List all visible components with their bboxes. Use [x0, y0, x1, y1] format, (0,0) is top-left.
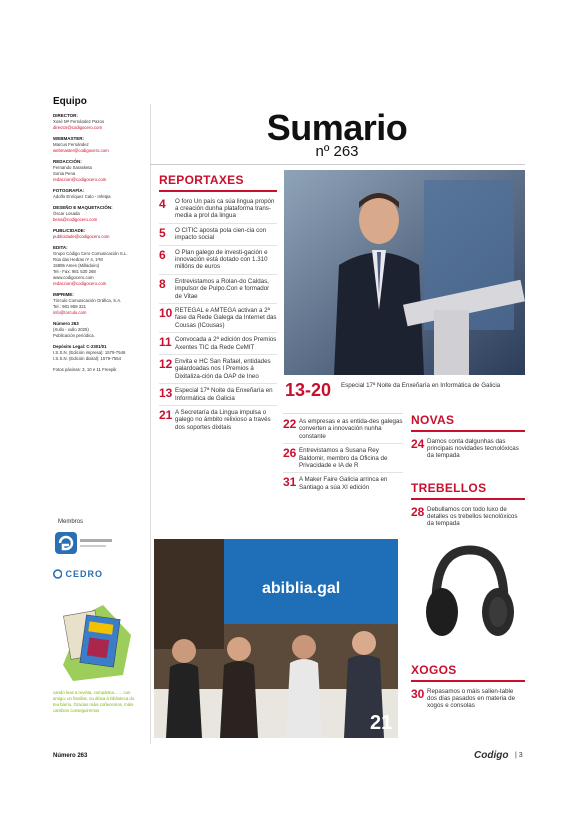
trebellos-heading: TREBELLOS: [411, 481, 487, 495]
legal-block: [53, 344, 145, 362]
reportaxe-entry[interactable]: [159, 336, 277, 351]
legal-line: I.S.S.N. (Edición dixital): 1579-7554: [53, 356, 122, 361]
event-photo: [154, 539, 398, 738]
reportaxe-entry[interactable]: [159, 278, 277, 300]
credit-line: Óscar Losada: [53, 211, 80, 216]
xogos-rule: [411, 680, 525, 682]
entry-page: 24: [411, 436, 425, 451]
team-heading: Equipo: [53, 96, 87, 107]
footer-page-number: | 3: [515, 752, 523, 759]
middle-entry[interactable]: [283, 418, 403, 440]
entry-divider: [159, 383, 277, 384]
entry-text: Debullamos con todo luxo de detalles os trebellos tecnolóxicos da tempada: [427, 505, 518, 528]
credit-block: [53, 113, 145, 131]
credit-line: Tel.- Fax: 981 530 268: [53, 269, 96, 274]
novas-entry[interactable]: [411, 438, 525, 460]
feature-text: Especial 17ª Noite da Enxeñaría en Informática de Galicia: [341, 382, 501, 389]
credit-block: [53, 292, 145, 316]
cedro-logo: [53, 566, 103, 582]
entry-divider: [159, 303, 277, 304]
reportaxe-entry[interactable]: [159, 307, 277, 329]
reportaxe-entry[interactable]: [159, 249, 277, 271]
member-logo-1: [53, 530, 115, 558]
credit-role: WEBMASTER:: [53, 136, 84, 141]
credit-line: Tórculo Comunicación Gráfica, S.A.: [53, 298, 122, 303]
entry-text: Especial 17ª Noite da Enxeñaría en Informática de Galicia: [175, 387, 273, 402]
credit-line: www.codigocero.com: [53, 275, 94, 280]
middle-list: [283, 418, 403, 491]
novas-section: [411, 413, 525, 460]
entry-text: Repasamos o máis salien-table dos días pasados en materia de xogos e consolas: [427, 687, 516, 710]
credit-email[interactable]: director@codigocero.com: [53, 125, 103, 130]
photos-credit: Fotos páxinas: 3, 10 e 11 Freepik: [53, 367, 117, 372]
credit-role: DESEÑO E MAQUETACIÓN:: [53, 205, 113, 210]
credits-list: [53, 113, 145, 339]
entry-divider: [159, 245, 277, 246]
screen-text: abiblia.gal: [262, 580, 341, 597]
trebellos-section: [411, 481, 525, 528]
credit-block: [53, 228, 145, 240]
credit-line: (Xullo - xullo 2025): [53, 327, 89, 332]
credit-role: PUBLICIDADE:: [53, 228, 86, 233]
entry-divider: [159, 223, 277, 224]
xogos-heading: XOGOS: [411, 663, 457, 677]
reportaxe-entry[interactable]: [159, 358, 277, 380]
entry-page: 31: [283, 475, 297, 490]
entry-text: Convocada a 2ª edición dos Premios Axentes TIC da Rede CeMIT: [175, 336, 277, 351]
reportaxes-rule: [159, 190, 277, 192]
entry-text: O Plan galego de investi-gación e innovación está dotado con 1.310 millóns de euros: [175, 248, 268, 271]
trebellos-entry[interactable]: [411, 506, 525, 528]
speaker-photo: [284, 170, 525, 375]
entry-page: 26: [283, 446, 297, 461]
feature-page-range: 13-20: [285, 380, 332, 400]
credit-line: Publicación periódica.: [53, 333, 95, 338]
entry-text: Envita e HC San Rafael, entidades galardoadas nos I Premios á Dixitaliza-ción da OAP de Ineo: [175, 358, 271, 380]
credit-role: Número 263: [53, 321, 79, 326]
recycle-text: cando leas a revista, compártea... ... cun amigo, un familiar, ou déixa á biblioteca do teu barrio. Gracias máis coñecemos, máis cambios conseguiremos: [53, 690, 135, 713]
title-divider: [150, 164, 525, 165]
footer-issue: Número 263: [53, 753, 88, 759]
reportaxe-entry[interactable]: [159, 387, 277, 402]
trebellos-rule: [411, 498, 525, 500]
reportaxe-entry[interactable]: [159, 409, 277, 431]
reportaxes-heading: REPORTAXES: [159, 173, 244, 187]
credit-line: Marcus Fernández: [53, 142, 89, 147]
credit-line: Rúa das Hedras nº 4, 1ºM: [53, 257, 103, 262]
entry-page: 30: [411, 686, 425, 701]
entry-page: 5: [159, 225, 166, 240]
credit-block: [53, 205, 145, 223]
entry-page: 13: [159, 386, 173, 401]
credit-role: FOTOGRAFÍA:: [53, 188, 85, 193]
entry-page: 4: [159, 196, 166, 211]
entry-text: A Secretaría da Lingua impulsa o galego no ámbito relixioso a través dos soportes dixitais: [175, 409, 271, 431]
legal-line: I.S.S.N. (Edición impresa): 1579-7546: [53, 350, 126, 355]
entry-divider: [159, 405, 277, 406]
entry-page: 8: [159, 276, 166, 291]
middle-rule: [283, 413, 403, 414]
middle-section: [283, 413, 403, 491]
credit-block: [53, 159, 145, 183]
middle-entry[interactable]: [283, 476, 403, 491]
xogos-entry[interactable]: [411, 688, 525, 710]
credit-role: REDACCIÓN:: [53, 159, 82, 164]
entry-divider: [159, 332, 277, 333]
entry-text: Damos conta dalgunhas das principais novidades tecnolóxicas da tempada: [427, 437, 519, 460]
cedro-text: CEDRO: [65, 569, 103, 579]
entry-text: RETEGAL e AMTEGA activan a 2ª fase da Rede Galega da Internet das Cousas (ICousas): [175, 306, 277, 329]
entry-page: 22: [283, 417, 297, 431]
credit-block: [53, 136, 145, 154]
entry-page: 6: [159, 247, 166, 262]
column-divider: [150, 104, 151, 744]
credit-email[interactable]: webmaster@codigocero.com: [53, 148, 109, 153]
page-title: Sumario: [266, 107, 408, 148]
credit-line: Sonia Pena: [53, 171, 76, 176]
credit-email[interactable]: redaccion@codigocero.com: [53, 177, 107, 182]
reportaxe-entry[interactable]: [159, 227, 277, 242]
headphones-image: [414, 540, 526, 645]
credit-email[interactable]: redaccion@codigocero.com: [53, 281, 107, 286]
entry-text: Entrevistamos a Susana Rey Baldomir, membro da Oficina de Privacidade e IA de R: [299, 447, 388, 470]
recycle-magazine-image: [53, 595, 137, 685]
entry-text: As empresas e as entida-des galegas converten a innovación nunha constante: [299, 418, 403, 440]
issue-number: nº 263: [315, 143, 359, 160]
xogos-section: [411, 663, 525, 710]
credit-role: IMPRIME:: [53, 292, 74, 297]
credit-line: 15895 Ames (Milladoiro): [53, 263, 100, 268]
entry-page: 10: [159, 305, 173, 320]
footer-logo: Codigo: [474, 750, 509, 761]
entry-text: A Maker Faire Galicia arrinca en Santiago a súa XI edición: [299, 476, 388, 491]
novas-rule: [411, 430, 525, 432]
credit-email[interactable]: bena@codigocero.com: [53, 217, 98, 222]
entry-text: O foro Un país ca súa lingua propón a creación dunha plataforma trans-media a prol da lingua: [175, 197, 275, 220]
credit-line: Grupo Código Cero Comunicación S.L.: [53, 251, 128, 256]
credit-email[interactable]: info@torculo.com: [53, 310, 87, 315]
credit-block: [53, 321, 145, 339]
reportaxes-section: [159, 173, 277, 431]
cedro-icon: [53, 568, 62, 580]
middle-entry[interactable]: [283, 447, 403, 469]
entry-divider: [283, 472, 403, 473]
entry-page: 12: [159, 357, 173, 371]
credit-email[interactable]: publicidade@codigocero.com: [53, 234, 110, 239]
entry-text: Entrevistamos a Rolan-do Caldas, impulsor de Pulpo.Con e formador de Vitae: [175, 277, 270, 300]
photo-page-badge: 21: [370, 712, 393, 734]
novas-heading: NOVAS: [411, 413, 455, 427]
legal-line: Depósito Legal: C-2301/01: [53, 344, 107, 349]
credit-line: Adolfo Enríquez Calo - Infetpa: [53, 194, 111, 199]
credit-line: Xosé Mª Fernández Pazos: [53, 119, 105, 124]
entry-text: O CITIC aposta pola cien-cia con impacto social: [175, 226, 267, 242]
credit-line: Tel.: 981 958 321: [53, 304, 86, 309]
reportaxe-entry[interactable]: [159, 198, 277, 220]
credit-block: [53, 188, 145, 200]
reportaxes-list: [159, 198, 277, 432]
credit-role: DIRECTOR:: [53, 113, 78, 118]
entry-page: 28: [411, 504, 425, 519]
entry-page: 11: [159, 335, 172, 350]
credit-role: EDITA:: [53, 245, 68, 250]
entry-divider: [159, 274, 277, 275]
entry-page: 21: [159, 408, 173, 423]
team-sidebar: [53, 96, 145, 378]
members-label: Membros: [58, 519, 84, 525]
credit-line: Fernando Sarasketa: [53, 165, 92, 170]
entry-divider: [159, 354, 277, 355]
entry-divider: [283, 443, 403, 444]
credit-block: [53, 245, 145, 287]
